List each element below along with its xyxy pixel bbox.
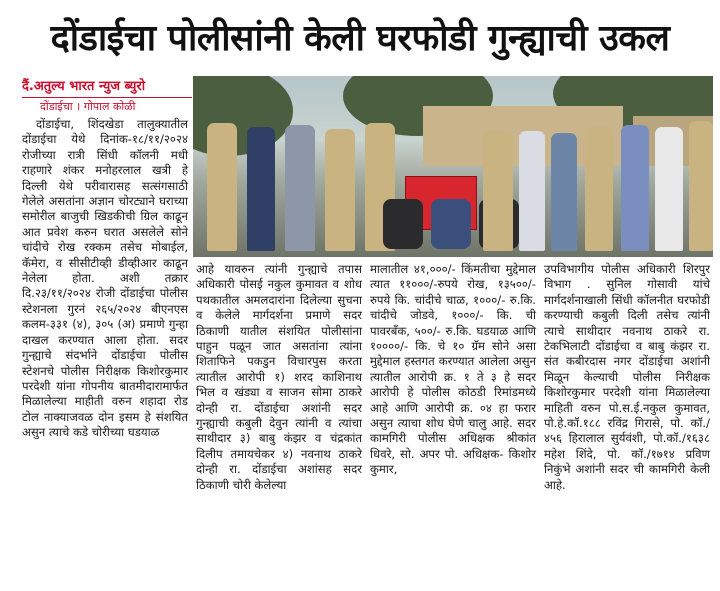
person-shape <box>207 123 237 251</box>
person-shape <box>325 129 355 251</box>
article-column-3: मालातील ४१,०००/- किंमतीचा मुद्देमाल त्यात ११०००/-रुपये रोख, १३५००/-रुपये कि. चांदीचे चाळ, १०००/- रु.कि. चांदीचे जोडवे, १०००/- कि. ची पावरबँक, ५००/- रु.कि. घडयाळ आणि १००००/- कि. चे १० ग्रॅम सोने असा मुद्देमाल हस्तगत करण्यात आलेला असुन त्यातील आरोपी क्र. १ ते ३ हे सदर आरोपी हे पोलीस कोठडी रिमांडमध्ये आहे आणि आरोपी क्र. ०४ हा फरार असुन त्याचा शोध घेणे चालु आहे. सदर कामगिरी पोलीस अधिक्षक श्रीकांत धिवरे, सो. अपर पो. अधिक्षक- किशोर कुमार, <box>370 262 536 477</box>
article-column-2: आहे यावरुन त्यांनी गुन्ह्याचे तपास अधिकारी पोसई नकुल कुमावत व शोध पथकातील अमलदारांना दिलेल्या सुचना व केलेले मार्गदर्शना प्रमाणे सदर ठिकाणी यातील संशयित पोलीसांना पाहुन पळून जात असतांना त्यांना शिताफिने पकडुन विचारपुस करता त्यातील आरोपी १) शरद काशिनाथ भिल व खंड्या व साजन सोमा ठाकरे दोन्ही रा. दोंडाईचा अशांनी सदर गुन्ह्याची कबुली देवुन त्यांनी व त्यांचा साथीदार ३) बाबु कंझर व चंद्रकांत दिलीप तमायचेकर ४) नवनाथ ठाकरे दोन्ही रा. दोंडाईचा अशांसह सदर ठिकाणी चोरी केलेल्या <box>196 262 362 492</box>
accused-seated <box>383 199 423 249</box>
person-shape <box>247 127 275 251</box>
headline: दोंडाईचा पोलीसांनी केली घरफोडी गुन्ह्याची उकल <box>50 18 670 59</box>
person-shape <box>519 131 545 251</box>
person-shape <box>655 127 683 251</box>
person-shape <box>551 133 577 251</box>
article-column-1: दोंडाईचा, शिंदखेडा तालुक्यातील दोंडाईचा येथे दिनांक-१८/११/२०२४ रोजीच्या रात्री सिंधी कॉलनी मधी राहणारे शंकर मनोहरलाल खत्री हे दिल्ली येथे परीवारासह सत्संगसाठी गेलेले असतांना अज्ञान चोरट्याने घराच्या समोरील बाजुची खिडकीची ग्रिल काढून आत प्रवेश करुन घरात असलेले सोने चांदीचे रोख रक्कम तसेच मोबाईल, कॅमेरा, व सीसीटीव्ही डीव्हीआर काढून नेलेला होता. अशी तक्रार दि.२३/११/२०२४ रोजी दोंडाईचा पोलीस स्टेशनला गुरनं २६५/२०२४ बीएनएस कलम-३३१ (४), ३०५ (अ) प्रमाणे गुन्हा दाखल करण्यात आला होता. सदर गुन्ह्याचे संदर्भाने दोंडाईचा पोलीस स्टेशनचे पोलीस निरीक्षक किशोरकुमार परदेशी यांना गोपनीय बातमीदारामार्फत मिळालेल्या माहीती वरुन शहादा रोड टोल नाक्याजवळ दोन इसम हे संशयित असुन त्याचे कडे चोरीच्या घडयाळ <box>22 117 188 440</box>
person-shape <box>585 127 613 251</box>
person-shape <box>483 131 513 251</box>
byline: दैं.अतुल्य भारत न्युज ब्युरो <box>22 78 192 98</box>
person-shape <box>285 125 315 251</box>
dateline: दोंडाईचा । गोपाल कोळी <box>40 100 136 113</box>
article-column-4: उपविभागीय पोलीस अधिकारी शिरपुर विभाग . सुनिल गोसावी यांचे मार्गदर्शनाखाली सिंधी कॉलनीत घरफोडी करण्याची कबुली दिली तसेच त्यांनी त्याचे साथीदार नवनाथ ठाकरे रा. टेकभिलाटी दोंडाईचा व बाबु कंझर रा. संत कबीरदास नगर दोंडाईचा अशांनी मिळून केल्याची पोलीस निरीक्षक किशोरकुमार परदेशी यांना मिळालेल्या माहिती वरुन पो.स.ई.नकुल कुमावत, पो.हे.कॉ.१८८ रविंद्र गिरासे, पो. कॉ./४५६ हिरालाल सुर्यवंशी, पो.कॉ./१६३८ महेश शिंदे, पो. कॉ./१७१४ प्रविण निकुंभे अशांनी सदर ची कामगिरी केली आहे. <box>544 262 710 492</box>
person-shape <box>689 121 713 251</box>
person-shape <box>621 125 649 251</box>
accused-seated <box>431 199 471 249</box>
news-photo <box>193 76 713 257</box>
